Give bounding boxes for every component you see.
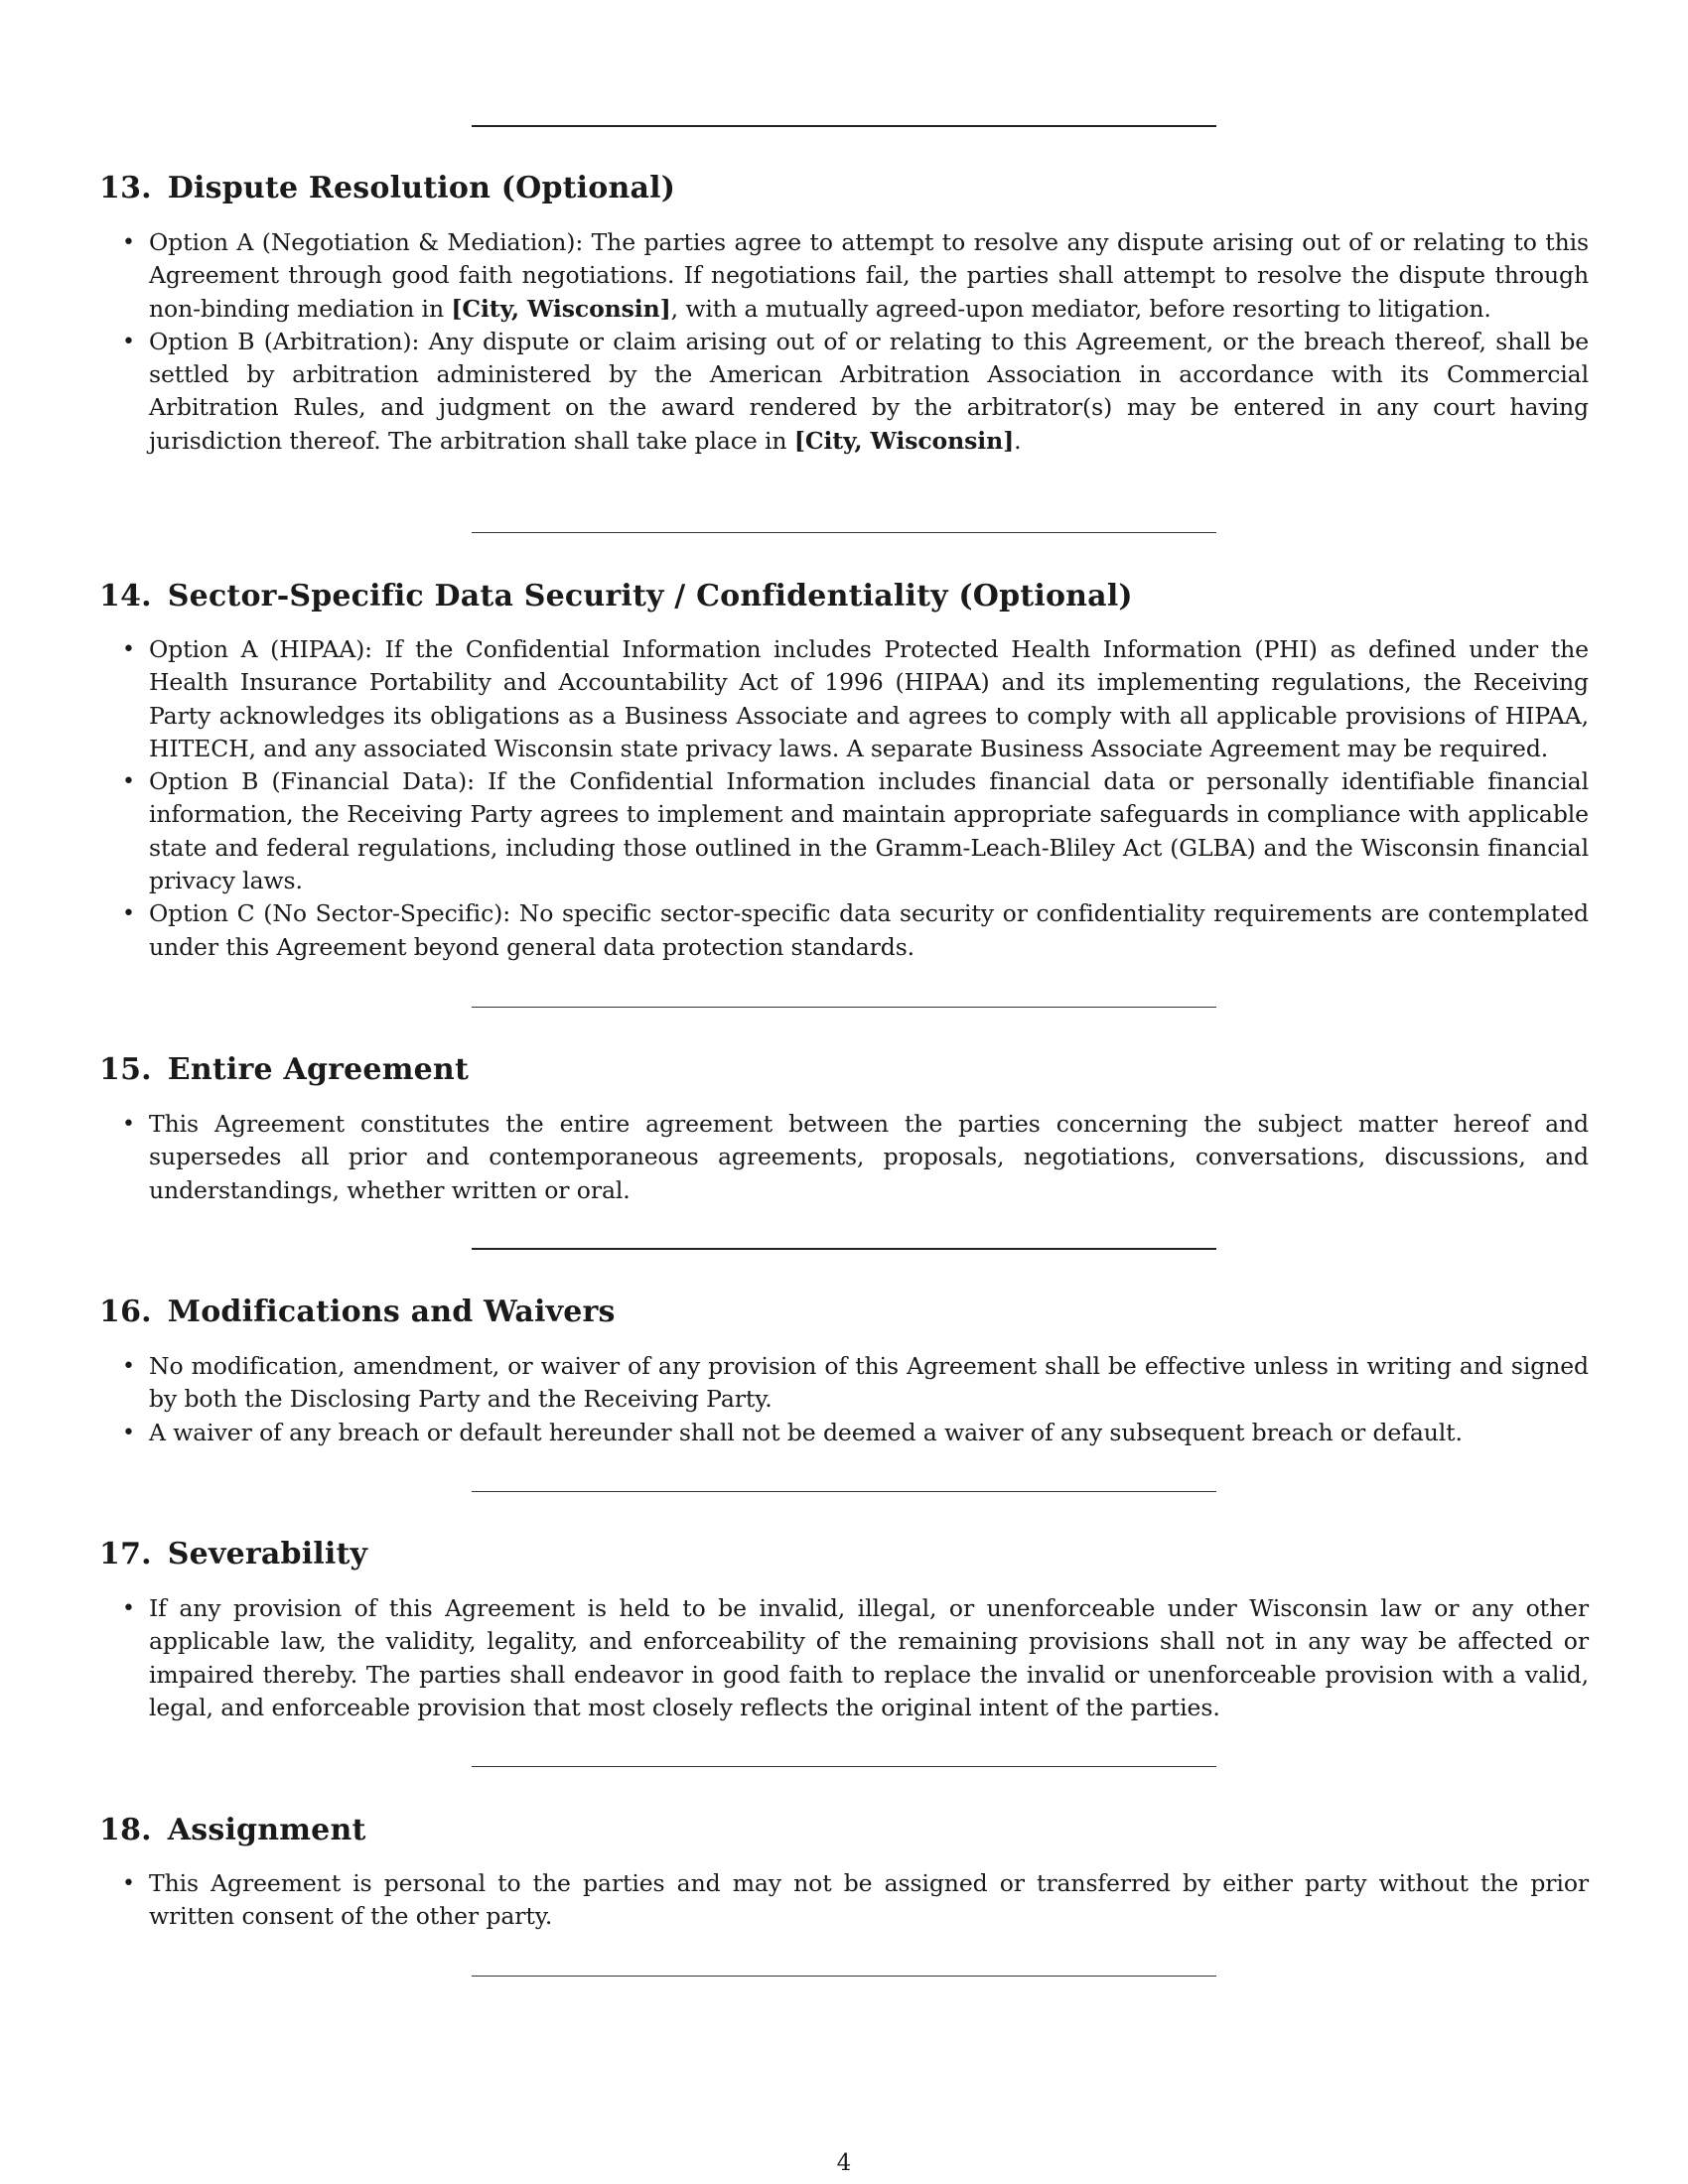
page-number: 4: [836, 2150, 852, 2176]
section-divider: [472, 532, 1216, 533]
placeholder-text: [City, Wisconsin]: [793, 426, 1015, 455]
section-divider: [472, 1976, 1216, 1977]
section-heading-severability: [99, 1537, 367, 1571]
section-number: 13.: [99, 171, 152, 205]
item-text: This Agreement is personal to the parties and may not be assigned or transferred by either party without the prior written consent of the other party.: [149, 1869, 1589, 1931]
section-number: 16.: [99, 1295, 152, 1329]
list-item: [149, 1108, 1589, 1207]
section-title: Modifications and Waivers: [167, 1295, 616, 1329]
section-divider: [472, 1491, 1216, 1492]
item-text: Option B (Financial Data): If the Confidential Information includes financial data or personally identifiable financial information, the Receiving Party agrees to implement and maintain appropriate safeguards in compliance with applicable state and federal regulations, including those outlined in the Gramm-Leach-Bliley Act (GLBA) and the Wisconsin financial privacy laws.: [149, 767, 1589, 895]
section-15-list: [149, 1108, 1589, 1207]
list-item: [149, 633, 1589, 765]
section-number: 17.: [99, 1537, 152, 1571]
list-item: [149, 226, 1589, 326]
section-divider: [472, 125, 1216, 127]
section-heading-entire-agreement: [99, 1052, 469, 1087]
section-divider: [472, 1766, 1216, 1767]
item-text: Option C (No Sector-Specific): No specific sector-specific data security or confidentiality requirements are contemplated under this Agreement beyond general data protection standards.: [149, 899, 1589, 961]
item-text: .: [1014, 426, 1022, 455]
list-item: [149, 326, 1589, 458]
list-item: [149, 897, 1589, 964]
list-item: [149, 1417, 1589, 1449]
list-item: [149, 1350, 1589, 1417]
section-13-list: [149, 226, 1589, 458]
section-17-list: [149, 1592, 1589, 1724]
item-text: Option A (Negotiation & Mediation): The parties agree to attempt to resolve any dispute arising out of or relating to this Agreement through good faith negotiations. If negotiations fail, the parties shall attempt to resolve the dispute through non-binding mediation in: [149, 228, 1589, 323]
section-heading-modifications: [99, 1295, 616, 1329]
section-heading-dispute-resolution: [99, 171, 675, 205]
item-text: If any provision of this Agreement is held to be invalid, illegal, or unenforceable under Wisconsin law or any other applicable law, the validity, legality, and enforceability of the remaining provisions shall not in any way be affected or impaired thereby. The parties shall endeavor in good faith to replace the invalid or unenforceable provision with a valid, legal, and enforceable provision that most closely reflects the original intent of the parties.: [149, 1594, 1589, 1721]
section-number: 18.: [99, 1813, 152, 1847]
section-14-list: [149, 633, 1589, 964]
section-title: Severability: [167, 1537, 368, 1571]
section-number: 15.: [99, 1052, 152, 1087]
section-number: 14.: [99, 579, 152, 614]
item-text: Option A (HIPAA): If the Confidential Information includes Protected Health Information (PHI) as defined under the Health Insurance Portability and Accountability Act of 1996 (HIPAA) and its implementing regulations, the Receiving Party acknowledges its obligations as a Business Associate and agrees to comply with all applicable provisions of HIPAA, HITECH, and any associated Wisconsin state privacy laws. A separate Business Associate Agreement may be required.: [149, 635, 1589, 762]
list-item: [149, 765, 1589, 897]
section-divider: [472, 1248, 1216, 1250]
item-text: A waiver of any breach or default hereunder shall not be deemed a waiver of any subsequent breach or default.: [149, 1418, 1463, 1446]
list-item: [149, 1592, 1589, 1724]
section-16-list: [149, 1350, 1589, 1449]
item-text: , with a mutually agreed-upon mediator, before resorting to litigation.: [670, 294, 1491, 323]
placeholder-text: [City, Wisconsin]: [451, 294, 671, 323]
item-text: No modification, amendment, or waiver of any provision of this Agreement shall be effective unless in writing and signed by both the Disclosing Party and the Receiving Party.: [149, 1352, 1589, 1414]
section-title: Assignment: [167, 1813, 366, 1847]
section-18-list: [149, 1867, 1589, 1934]
list-item: [149, 1867, 1589, 1934]
section-heading-assignment: [99, 1813, 366, 1847]
section-title: Entire Agreement: [167, 1052, 469, 1087]
section-heading-data-security: [99, 579, 1133, 614]
item-text: Option B (Arbitration): Any dispute or claim arising out of or relating to this Agreement, or the breach thereof, shall be settled by arbitration administered by the American Arbitration Association in accordance with its Commercial Arbitration Rules, and judgment on the award rendered by the arbitrator(s) may be entered in any court having jurisdiction thereof. The arbitration shall take place in: [149, 327, 1589, 455]
section-divider: [472, 1007, 1216, 1008]
section-title: Dispute Resolution (Optional): [167, 171, 676, 205]
item-text: This Agreement constitutes the entire agreement between the parties concerning the subject matter hereof and supersedes all prior and contemporaneous agreements, proposals, negotiations, conversations, discussions, and understandings, whether written or oral.: [149, 1110, 1589, 1204]
section-title: Sector-Specific Data Security / Confidentiality (Optional): [167, 579, 1133, 614]
